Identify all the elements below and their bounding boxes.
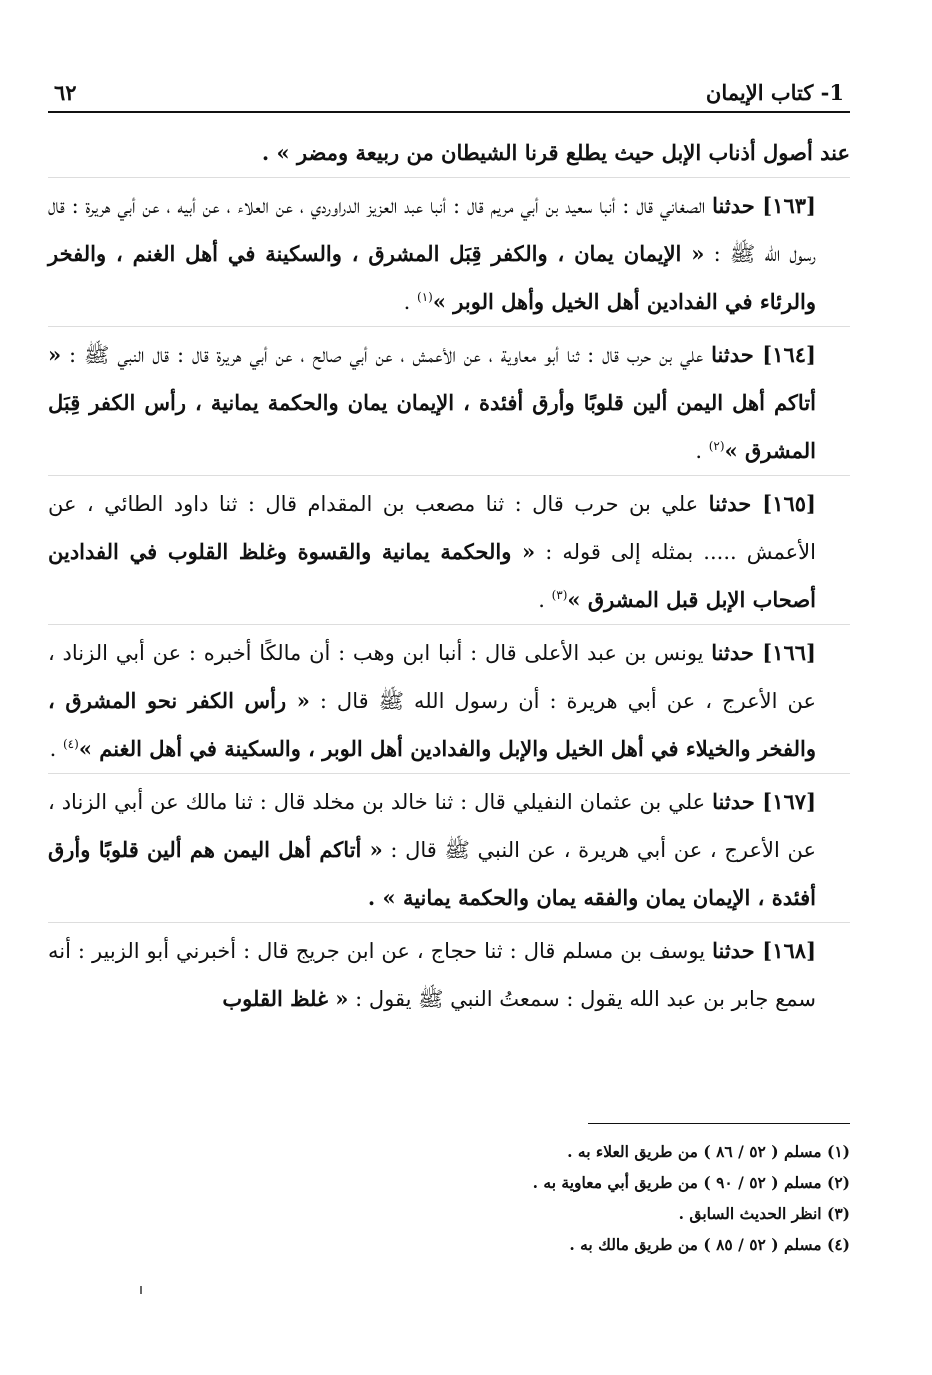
footnote: (٣) انظر الحديث السابق . (678, 1204, 850, 1223)
hadith-chain: علي بن عثمان النفيلي قال : ثنا خالد بن مخلد قال : ثنا مالك عن أبي الزناد ، عن الأعرج ، عن أبي هريرة ، عن النبي ﷺ قال : (48, 790, 816, 862)
paragraph (48, 125, 850, 177)
hadith-chain: علي بن حرب قال : ثنا أبو معاوية ، عن الأعمش ، عن أبي صالح ، عن أبي هريرة قال : قال النبي ﷺ : (61, 343, 704, 367)
footnote-ref: (٣) (551, 588, 568, 602)
hadith-number: [١٦٤] حدثنا (711, 342, 816, 367)
text-body (48, 125, 850, 1023)
hadith-bold: « والحكمة يمانية والقسوة وغلظ القلوب في الفدادين أصحاب الإبل قبل المشرق » (48, 539, 816, 612)
footnote: (١) مسلم ( ٥٢ / ٨٦ ) من طريق العلاء به . (567, 1142, 850, 1161)
page (48, 80, 850, 1023)
paragraph (48, 326, 850, 475)
hadith-number: [١٦٨] حدثنا (712, 938, 816, 963)
footnote: (٤) مسلم ( ٥٢ / ٨٥ ) من طريق مالك به . (569, 1235, 850, 1254)
chapter-title: 1- كتاب الإيمان (705, 80, 844, 105)
stray-mark (140, 1286, 142, 1294)
paragraph (48, 624, 850, 773)
hadith-chain: يونس بن عبد الأعلى قال : أنبا ابن وهب : أن مالكًا أخبره : عن أبي الزناد ، عن الأعرج ، عن أبي هريرة : أن رسول الله ﷺ قال : (48, 641, 816, 713)
paragraph (48, 177, 850, 326)
paragraph (48, 922, 850, 1023)
hadith-number: [١٦٣] حدثنا (712, 193, 816, 218)
page-header (48, 80, 850, 113)
footnote-ref: (١) (417, 290, 433, 304)
paragraph (48, 475, 850, 624)
hadith-tail: . (538, 588, 552, 612)
hadith-tail: . (695, 439, 709, 463)
hadith-bold: « أتاكم أهل اليمن ألين قلوبًا وأرق أفئدة ، الإيمان يمان والحكمة يمانية ، رأس الكفر قِبَل المشرق » (48, 342, 816, 463)
page-number: ٦٢ (54, 80, 77, 105)
paragraph (48, 773, 850, 922)
footnotes (48, 1136, 850, 1260)
footnote-ref: (٢) (708, 439, 725, 453)
hadith-chain: الصغاني قال : أنبا سعيد بن أبي مريم قال : أنبا عبد العزيز الدراوردي ، عن العلاء ، عن أبيه ، عن أبي هريرة : قال رسول الله ﷺ : (48, 194, 816, 266)
hadith-tail: . (49, 737, 63, 761)
footnote-divider (588, 1123, 850, 1124)
footnote: (٢) مسلم ( ٥٢ / ٩٠ ) من طريق أبي معاوية به . (532, 1173, 850, 1192)
hadith-bold: « غلظ القلوب (222, 986, 349, 1011)
footnote-ref: (٤) (62, 737, 79, 751)
hadith-bold: « رأس الكفر نحو المشرق ، والفخر والخيلاء في أهل الخيل والإبل والفدادين أهل الوبر ، والسكينة في أهل الغنم » (48, 688, 816, 761)
hadith-chain: علي بن حرب قال : ثنا مصعب بن المقدام قال : ثنا داود الطائي ، عن الأعمش ..... بمثله إلى قوله : (48, 492, 816, 564)
hadith-number: [١٦٧] حدثنا (712, 789, 816, 814)
hadith-tail: . (403, 290, 418, 314)
hadith-bold: عند أصول أذناب الإبل حيث يطلع قرنا الشيطان من ربيعة ومضر » . (261, 140, 850, 165)
hadith-number: [١٦٦] حدثنا (711, 640, 816, 665)
hadith-bold: « أتاكم أهل اليمن هم ألين قلوبًا وأرق أفئدة ، الإيمان يمان والفقه يمان والحكمة يمانية » . (48, 837, 816, 910)
hadith-bold: « الإيمان يمان ، والكفر قِبَل المشرق ، والسكينة في أهل الغنم ، والفخر والرئاء في الفدادين أهل الخيل وأهل الوبر » (48, 241, 816, 314)
hadith-number: [١٦٥] حدثنا (708, 491, 816, 516)
hadith-chain: يوسف بن مسلم قال : ثنا حجاج ، عن ابن جريج قال : أخبرني أبو الزبير : أنه سمع جابر بن عبد الله يقول : سمعتُ النبي ﷺ يقول : (48, 939, 816, 1011)
